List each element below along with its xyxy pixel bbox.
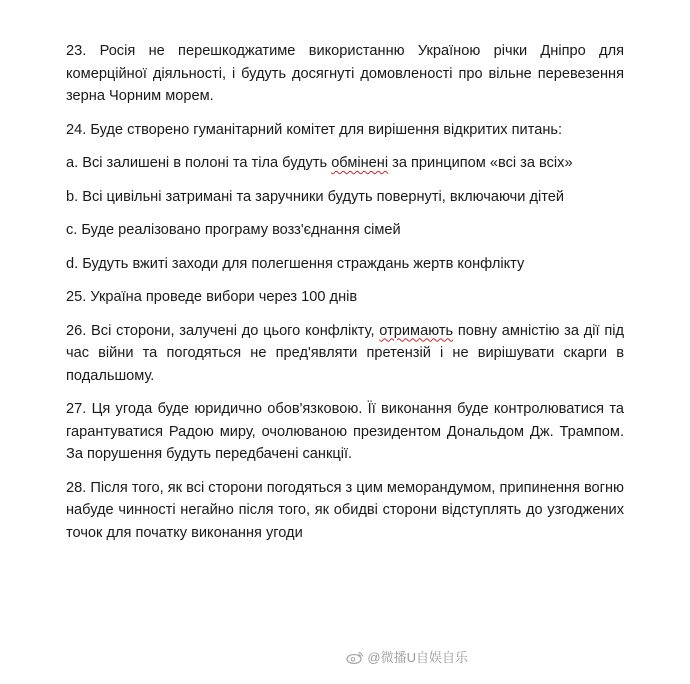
paragraph-24c: c. Буде реалізовано програму возз'єднання сімей [66, 222, 401, 238]
paragraph-24a-after: за принципом «всі за всіх» [388, 155, 573, 171]
paragraph-25: 25. Україна проведе вибори через 100 днів [66, 289, 358, 305]
paragraph-24b: b. Всі цивільні затримані та заручники будуть повернуті, включаючи дітей [66, 188, 565, 205]
paragraph-24a-before: a. Всі залишені в полоні та тіла будуть [66, 155, 332, 171]
watermark-text: @微播U自娱自乐 [367, 650, 468, 665]
paragraph-27: 27. Ця угода буде юридично обов'язковою. Її виконання буде контролюватися та гарантуватися Радою миру, очолюваною президентом Дональдом Дж. Трампом. За порушення будуть передбачені санкції. [66, 401, 624, 462]
watermark [346, 647, 468, 666]
weibo-logo-icon [346, 650, 364, 664]
paragraph-24a [66, 152, 624, 175]
paragraph-26-after: повну амністію за дії під час війни та погодяться не пред'являти претензій і не вирішувати скарги в подальшому. [66, 322, 624, 384]
paragraph-24d: d. Будуть вжиті заходи для полегшення страждань жертв конфлікту [66, 255, 525, 272]
paragraph-26 [66, 320, 624, 388]
spellcheck-marked-word: обмінені [331, 155, 389, 171]
document-body [66, 40, 624, 555]
paragraph-26-before: 26. Всі сторони, залучені до цього конфлікту, [66, 322, 380, 339]
paragraph-28: 28. Після того, як всі сторони погодяться з цим меморандумом, припинення вогню набуде чинності негайно після того, як обидві сторони відступлять до узгоджених точок для початку виконання угоди [66, 479, 624, 541]
spellcheck-marked-word: отримають [379, 322, 454, 339]
paragraph-24: 24. Буде створено гуманітарний комітет для вирішення відкритих питань: [66, 121, 563, 138]
paragraph-23: 23. Росія не перешкоджатиме використанню Україною річки Дніпро для комерційної діяльності, і будуть досягнуті домовленості про вільне перевезення зерна Чорним морем. [66, 43, 624, 104]
